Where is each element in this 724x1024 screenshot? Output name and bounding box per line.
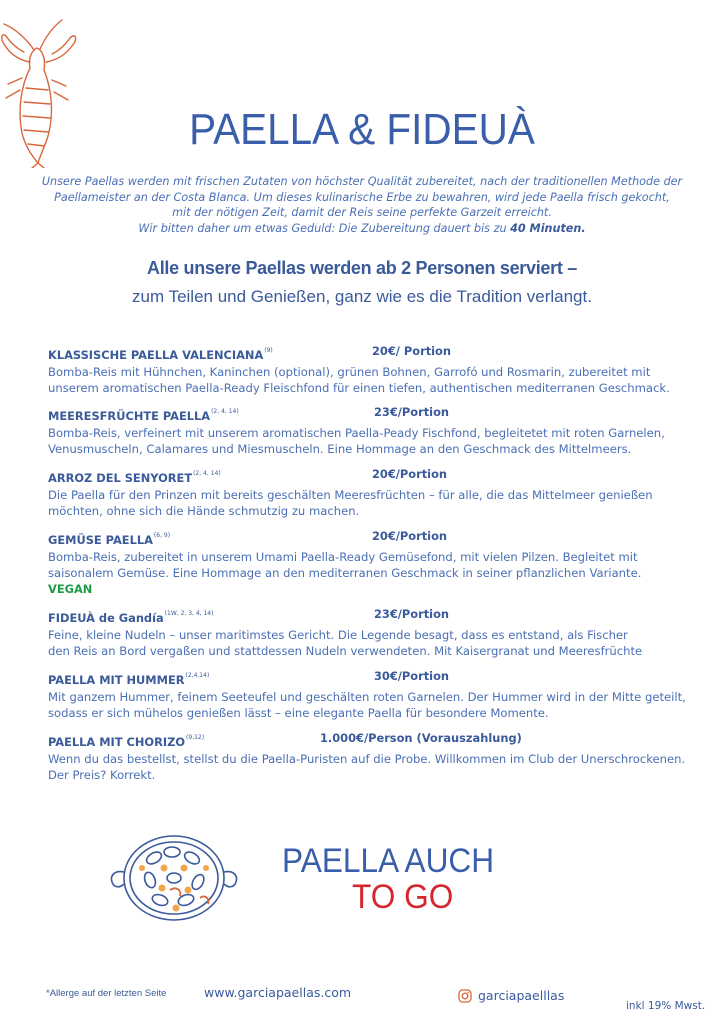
description-line: sodass er sich mühelos genießen lässt – eine elegante Paella für besondere Momente. (48, 706, 549, 720)
menu-item-description (48, 689, 718, 721)
menu-item-title: PAELLA MIT CHORIZO (48, 735, 186, 749)
allergen-codes: (2, 4, 14) (211, 408, 239, 415)
description-line: Der Preis? Korrekt. (48, 768, 156, 782)
menu-item-price: 20€/Portion (372, 529, 448, 543)
description-line: möchten, ohne sich die Hände schmutzig zu machen. (48, 504, 360, 518)
intro-line: mit der nötigen Zeit, damit der Reis seine perfekte Garzeit erreicht. (172, 206, 552, 220)
menu-item-price: 1.000€/Person (Vorauszahlung) (320, 731, 522, 745)
menu-item-title: ARROZ DEL SENYORET (48, 471, 193, 485)
allergen-codes: (9,12) (186, 734, 205, 741)
menu-item (48, 731, 718, 783)
menu-item-title: FIDEUÀ de Gandía (48, 611, 164, 625)
menu-item-price: 20€/ Portion (372, 344, 451, 358)
menu-item (48, 669, 718, 721)
menu-item-title: PAELLA MIT HUMMER (48, 673, 185, 687)
allergen-codes: (2, 4, 14) (193, 470, 221, 477)
description-line: Wenn du das bestellst, stellst du die Paella-Puristen auf die Probe. Willkommen im Club der Unerschrockenen. (48, 752, 686, 766)
intro-text (30, 174, 694, 236)
description-line: Feine, kleine Nudeln – unser maritimstes Gericht. Die Legende besagt, dass es entstand, als Fischer (48, 628, 628, 642)
menu-item-description (48, 627, 718, 659)
description-line: Bomba-Reis, verfeinert mit unserem aromatischen Paella-Peady Fischfond, begleitetet mit roten Garnelen, (48, 426, 665, 440)
menu-item-title: GEMÜSE PAELLA (48, 533, 153, 547)
description-line: den Reis an Bord vergaßen und stattdessen Nudeln verwendeten. Mit Kaisergranat und Meeresfrüchte (48, 644, 643, 658)
menu-item-name (48, 347, 273, 362)
menu-item-name (48, 734, 204, 749)
togo-heading-line1: PAELLA AUCH (282, 842, 495, 880)
instagram-handle: garciapaelllas (478, 988, 565, 1003)
menu-item-price: 30€/Portion (374, 669, 450, 683)
page-title: PAELLA & FIDEUÀ (189, 105, 535, 154)
description-line: Venusmuscheln, Calamares und Miesmuscheln. Eine Hommage an den Geschmack des Mittelmeers. (48, 442, 632, 456)
menu-item-name (48, 672, 209, 687)
menu-item-description (48, 364, 718, 396)
togo-heading-line2: TO GO (352, 878, 454, 916)
description-line: saisonalem Gemüse. Eine Hommage an den mediterranen Geschmack in seiner pflanzlichen Variante. (48, 566, 642, 580)
menu-item-price: 23€/Portion (374, 405, 450, 419)
instagram-link[interactable] (458, 988, 564, 1003)
menu-item-description (48, 549, 718, 581)
menu-item-name (48, 532, 170, 547)
website-link[interactable]: www.garciapaellas.com (204, 985, 352, 1000)
intro-line: Paellameister an der Costa Blanca. Um dieses kulinarische Erbe zu bewahren, wird jede Paella frisch gekocht, (54, 190, 670, 204)
allergen-codes: (1W, 2, 3, 4, 14) (164, 610, 214, 617)
serving-note-subheading: zum Teilen und Genießen, ganz wie es die Tradition verlangt. (132, 287, 592, 306)
menu-item-description (48, 751, 718, 783)
allergy-footnote: *Allerge auf der letzten Seite (46, 988, 167, 999)
menu-item-title: KLASSISCHE PAELLA VALENCIANA (48, 348, 264, 362)
menu-item-name (48, 610, 213, 625)
intro-wait-time: 40 Minuten. (510, 221, 586, 235)
allergen-codes: (6, 9) (153, 532, 171, 539)
menu-item (48, 607, 718, 659)
menu-item-description (48, 487, 718, 519)
menu-item-description (48, 425, 718, 457)
paella-pan-illustration (110, 828, 238, 928)
menu-item (48, 344, 718, 396)
vegan-badge: VEGAN (48, 582, 93, 596)
menu-item (48, 405, 718, 457)
intro-wait-text: Wir bitten daher um etwas Geduld: Die Zubereitung dauert bis zu (138, 221, 507, 235)
allergen-codes: (2,4,14) (185, 672, 210, 679)
intro-line: Unsere Paellas werden mit frischen Zutaten von höchster Qualität zubereitet, nach der traditionellen Methode der (41, 175, 683, 188)
instagram-icon (458, 989, 472, 1003)
menu-item (48, 467, 718, 519)
description-line: unserem aromatischen Paella-Ready Fleischfond für einen tiefen, authentischen mediterranen Geschmack. (48, 381, 670, 395)
description-line: Die Paella für den Prinzen mit bereits geschälten Meeresfrüchten – für alle, die das Mittelmeer genießen (48, 488, 653, 502)
description-line: Bomba-Reis, zubereitet in unserem Umami Paella-Ready Gemüsefond, mit vielen Pilzen. Begleitet mit (48, 550, 638, 564)
menu-item-title: MEERESFRÜCHTE PAELLA (48, 409, 211, 423)
intro-wait-line (30, 221, 694, 237)
menu-item-name (48, 408, 239, 423)
menu-item (48, 529, 718, 596)
description-line: Mit ganzem Hummer, feinem Seeteufel und geschälten roten Garnelen. Der Hummer wird in der Mitte geteilt, (48, 690, 686, 704)
allergen-codes: (9) (264, 347, 273, 354)
serving-note-heading: Alle unsere Paellas werden ab 2 Personen serviert – (147, 258, 577, 278)
menu-item-price: 23€/Portion (374, 607, 450, 621)
tax-note: inkl 19% Mwst. (626, 1000, 706, 1012)
description-line: Bomba-Reis mit Hühnchen, Kaninchen (optional), grünen Bohnen, Garrofó und Rosmarin, zubereitet mit (48, 365, 651, 379)
menu-item-price: 20€/Portion (372, 467, 448, 481)
menu-item-name (48, 470, 221, 485)
